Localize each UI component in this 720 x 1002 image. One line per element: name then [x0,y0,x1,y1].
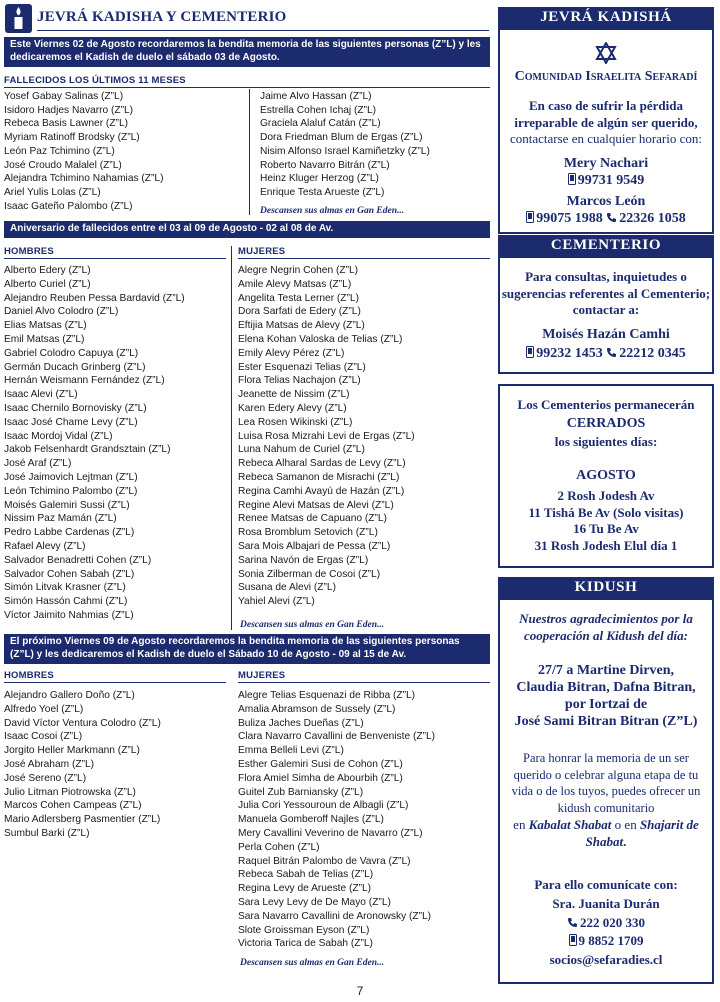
list-item: Isidoro Hadjes Navarro (Z”L) [4,104,134,116]
list-item: José Abraham (Z”L) [4,758,95,770]
closed-day: 2 Rosh Jodesh Av [557,488,655,503]
list-item: Enrique Testa Arueste (Z”L) [260,186,385,198]
list-item: Isaac Chernilo Bornovisky (Z”L) [4,402,147,414]
contact-name: Moisés Hazán Camhi [542,327,670,342]
telephone-icon [606,212,617,223]
star-of-david-icon [595,42,617,64]
list-item: Alberto Edery (Z”L) [4,265,91,276]
men-list [4,689,161,841]
list-item: Moisés Galemiri Sussi (Z”L) [4,499,130,511]
list-item: Eftijia Matsas de Alevy (Z”L) [238,320,365,332]
list-item: Buliza Jaches Dueñas (Z”L) [238,717,364,729]
mobile-number[interactable]: 99232 1453 [536,346,603,361]
list-item: Sara Navarro Cavallini de Aronowsky (Z”L) [238,910,432,922]
men-heading: HOMBRES [4,246,54,257]
list-item: José Jaimovich Lejtman (Z”L) [4,471,138,483]
mobile-number[interactable]: 9 8852 1709 [578,933,644,948]
list-item: Yosef Gabay Salinas (Z”L) [4,91,124,102]
jevra-intro-regular: contactarse en cualquier horario con: [509,131,703,146]
cementerio-heading: CEMENTERIO [498,235,714,256]
notice-banner: Este Viernes 02 de Agosto recordaremos la bendita memoria de las siguientes personas (Z”L) y les dedicaremos el Kadish de duelo el sábado 03 de Agosto. [4,37,490,67]
list-item: Gabriel Colodro Capuya (Z”L) [4,347,139,359]
list-item: Julia Cori Yessouroun de Albagli (Z”L) [238,800,409,812]
kidush-en: en [513,817,526,832]
list-item: Graciela Alaluf Catán (Z”L) [260,118,381,130]
kidush-mobile [500,933,712,950]
list-item: Yahiel Alevi (Z”L) [238,596,315,608]
jevra-kadisha-heading: JEVRÁ KADISHÁ [498,7,714,28]
list-item: Emma Belleli Levi (Z”L) [238,745,344,757]
list-item: Hernán Weismann Fernández (Z”L) [4,375,165,387]
list-item: Mery Cavallini Veverino de Navarro (Z”L) [238,827,423,839]
list-item: Pedro Labbe Cardenas (Z”L) [4,527,135,539]
list-item: Salvador Cohen Sabah (Z”L) [4,568,135,580]
period: . [623,833,627,849]
list-item: Slote Groissman Eyson (Z”L) [238,924,370,936]
list-item: Victoria Tarica de Sabah (Z”L) [238,938,373,950]
notice-banner-next: El próximo Viernes 09 de Agosto recordaremos la bendita memoria de las siguientes personas (Z”L) y les dedicaremos el Kadish de duelo el Sábado 10 de Agosto - 09 al 15 de Av. [4,634,490,664]
phone-number[interactable]: 22212 0345 [619,346,686,361]
dedication-line: José Sami Bitran Bitran (Z”L) [514,714,698,729]
header-rule [37,30,489,31]
list-item: Rebeca Samanon de Misrachi (Z”L) [238,471,400,483]
list-item: Isaac Cosoi (Z”L) [4,731,83,743]
shajarit-shabat: Shajarit de Shabat [585,817,699,849]
list-item: Alberto Curiel (Z”L) [4,278,91,290]
list-item: Jaime Alvo Hassan (Z”L) [260,91,372,102]
mobile-phone-icon [526,346,534,358]
list-item: Esther Galemiri Susi de Cohon (Z”L) [238,758,403,770]
list-item: Alegre Negrin Cohen (Z”L) [238,265,359,276]
kidush-contact-line: Para ello comunícate con: [534,877,678,892]
list-item: Sumbul Barki (Z”L) [4,827,90,839]
list-item: Alejandro Reuben Pessa Bardavid (Z”L) [4,292,185,304]
page-title: JEVRÁ KADISHA Y CEMENTERIO [37,9,287,25]
memorial-candle-icon [5,4,32,33]
closed-day: 11 Tishá Be Av (Solo visitas) [528,504,684,520]
list-item: Mario Adlersberg Pasmentier (Z”L) [4,814,161,826]
kidush-thanks: Nuestros agradecimientos por la cooperación al Kidush del día: [519,611,693,643]
list-item: Alegre Telias Esquenazi de Ribba (Z”L) [238,690,416,701]
closed-line: Los Cementerios permanecerán [517,397,695,412]
phone-number[interactable]: 222 020 330 [580,915,645,930]
list-item: Julio Litman Piotrowska (Z”L) [4,786,136,798]
jevra-intro [500,98,712,148]
list-item: Manuela Gomberoff Najles (Z”L) [238,814,384,826]
closing-text: Descansen sus almas en Gan Eden... [260,206,405,216]
list-item: Isaac Alevi (Z”L) [4,389,78,401]
list-item: Rebeca Sabah de Telias (Z”L) [238,869,374,881]
list-item: Sonia Zilberman de Cosoi (Z”L) [238,568,381,580]
list-item: Clara Navarro Cavallini de Benveniste (Z”L) [238,731,436,743]
divider [4,258,226,259]
divider [238,258,490,259]
community-name: Comunidad Israelita Sefaradí [514,69,698,84]
jevra-intro-bold: En caso de sufrir la pérdida irreparable de algún ser querido, [514,98,698,130]
closed-day: 31 Rosh Jodesh Elul día 1 [534,537,678,553]
list-item: Sara Levy Levy de De Mayo (Z”L) [238,896,391,908]
contact-phone [500,172,712,189]
contact-name: Marcos León [566,194,646,209]
list-item: Nisim Alfonso Israel Kamiñetzky (Z”L) [260,145,430,157]
divider [238,682,490,683]
list-item: Rebeca Basis Lawner (Z”L) [4,118,128,130]
anniversary-banner: Aniversario de fallecidos entre el 03 al 09 de Agosto - 02 al 08 de Av. [4,221,490,238]
list-item: José Croudo Malalel (Z”L) [4,159,122,171]
list-item: José Araf (Z”L) [4,458,72,470]
list-item: Ester Esquenazi Telias (Z”L) [238,361,366,373]
list-item: David Víctor Ventura Colodro (Z”L) [4,717,161,729]
mobile-phone-icon [569,934,577,946]
list-item: Ariel Yulis Lolas (Z”L) [4,186,101,198]
divider [4,682,226,683]
telephone-icon [606,347,617,358]
list-item: José Sereno (Z”L) [4,772,87,784]
list-item: Elena Kohan Valoska de Telias (Z”L) [238,333,403,345]
list-item: Marcos Cohen Campeas (Z”L) [4,800,142,812]
cementerio-intro: Para consultas, inquietudes o sugerencias referentes al Cementerio; contactar a: [501,269,711,317]
list-item: Guitel Zub Barniansky (Z”L) [238,786,364,798]
list-item: Raquel Bitrán Palombo de Vavra (Z”L) [238,855,411,867]
men-heading: HOMBRES [4,670,54,681]
mobile-number[interactable]: 99075 1988 [536,211,603,226]
contact-phones [500,210,712,227]
list-item: Isaac Mordoj Vidal (Z”L) [4,430,113,442]
list-item: Regina Camhi Avayú de Hazán (Z”L) [238,485,405,497]
recent-heading: FALLECIDOS LOS ÚLTIMOS 11 MESES [4,75,186,86]
list-item: Perla Cohen (Z”L) [238,841,320,853]
list-item: Angelita Testa Lerner (Z”L) [238,292,359,304]
list-item: Jakob Felsenhardt Grandsztain (Z”L) [4,444,171,456]
closed-day: 16 Tu Be Av [573,521,639,536]
women-heading: MUJERES [238,670,286,681]
list-item: Myriam Ratinoff Brodsky (Z”L) [4,132,140,144]
kidush-honor: Para honrar la memoria de un ser querido o celebrar alguna etapa de tu vida o de los tuyos, puedes ofrecer un kidush comunitario [511,751,701,815]
kidush-email[interactable]: socios@sefaradies.cl [549,952,663,967]
list-item: Alfredo Yoel (Z”L) [4,703,84,715]
list-item: Flora Amiel Simha de Abourbih (Z”L) [238,772,403,784]
closed-line: los siguientes días: [554,434,658,449]
list-item: Flora Telias Nachajon (Z”L) [238,375,361,387]
kidush-contact-name: Sra. Juanita Durán [552,896,660,911]
closed-month: AGOSTO [576,468,636,483]
list-item: Emily Alevy Pérez (Z”L) [238,347,345,359]
list-item: Víctor Jaimito Nahmias (Z”L) [4,609,134,621]
list-item: Regina Levy de Arueste (Z”L) [238,883,372,895]
list-item: Rebeca Alharal Sardas de Levy (Z”L) [238,458,406,470]
recent-list-left [4,90,163,213]
list-item: Lea Rosen Wikinski (Z”L) [238,416,353,428]
list-item: Luna Nahum de Curiel (Z”L) [238,444,365,456]
list-item: Sara Mois Albajari de Pessa (Z”L) [238,540,391,552]
kidush-phone [500,915,712,932]
closed-days-list [500,488,712,554]
list-item: Daniel Alvo Colodro (Z”L) [4,306,119,318]
list-item: Regine Alevi Matsas de Alevi (Z”L) [238,499,394,511]
list-item: Estrella Cohen Ichaj (Z”L) [260,104,377,116]
contact-phones [500,345,712,362]
dedication-line: por Iortzai de [564,697,648,712]
telephone-icon [567,917,578,928]
list-item: Dora Friedman Blum de Ergas (Z”L) [260,132,423,144]
list-item: Nissim Paz Mamán (Z”L) [4,513,117,525]
list-item: Amalia Abramson de Sussely (Z”L) [238,703,396,715]
list-item: Jeanette de Nissim (Z”L) [238,389,350,401]
kidush-occasions [504,817,708,850]
divider [4,87,490,88]
list-item: Amile Alevy Matsas (Z”L) [238,278,352,290]
column-divider [231,246,232,630]
women-list [238,689,435,951]
contact-name: Mery Nachari [563,156,649,171]
women-heading: MUJERES [238,246,286,257]
kidush-dedication [500,662,712,730]
closed-word: CERRADOS [566,416,646,431]
closing-text: Descansen sus almas en Gan Eden... [240,958,385,968]
list-item: León Paz Tchimino (Z”L) [4,145,115,157]
list-item: Karen Edery Alevy (Z”L) [238,402,347,414]
list-item: Elias Matsas (Z”L) [4,320,87,332]
list-item: Germán Ducach Grinberg (Z”L) [4,361,146,373]
mobile-phone-icon [568,173,576,185]
list-item: Rosa Bromblum Setovich (Z”L) [238,527,378,539]
list-item: Sarina Navón de Ergas (Z”L) [238,554,369,566]
phone-number[interactable]: 22326 1058 [619,211,686,226]
kabalat-shabat: Kabalat Shabat [528,817,612,832]
dedication-line: 27/7 a Martine Dirven, [537,663,675,678]
list-item: Simón Hassón Cahmi (Z”L) [4,596,128,608]
list-item: Salvador Benadretti Cohen (Z”L) [4,554,152,566]
list-item: Renee Matsas de Capuano (Z”L) [238,513,387,525]
women-list [238,264,415,609]
closing-text: Descansen sus almas en Gan Eden... [240,620,385,630]
list-item: Dora Sarfati de Edery (Z”L) [238,306,361,318]
kidush-heading: KIDUSH [498,577,714,598]
column-divider [249,89,250,215]
mobile-phone-icon [526,211,534,223]
list-item: Alejandro Gallero Doño (Z”L) [4,690,135,701]
list-item: Luisa Rosa Mizrahi Levi de Ergas (Z”L) [238,430,415,442]
list-item: Simón Litvak Krasner (Z”L) [4,582,126,594]
men-list [4,264,185,623]
list-item: León Tchimino Palombo (Z”L) [4,485,138,497]
list-item: Heinz Kluger Herzog (Z”L) [260,173,379,185]
page-number: 7 [356,984,364,998]
list-item: Alejandra Tchimino Nahamias (Z”L) [4,173,164,185]
list-item: Roberto Navarro Bitrán (Z”L) [260,159,390,171]
phone-number[interactable]: 99731 9549 [577,173,645,188]
list-item: Isaac Gateño Palombo (Z”L) [4,200,133,212]
dedication-line: Claudia Bitran, Dafna Bitran, [516,680,696,695]
list-item: Susana de Alevi (Z”L) [238,582,336,594]
list-item: Emil Matsas (Z”L) [4,333,85,345]
list-item: Rafael Alevy (Z”L) [4,540,86,552]
list-item: Isaac José Chame Levy (Z”L) [4,416,138,428]
recent-list-right [260,90,430,200]
list-item: Jorgito Heller Markmann (Z”L) [4,745,140,757]
kidush-o-en: o en [611,817,640,832]
